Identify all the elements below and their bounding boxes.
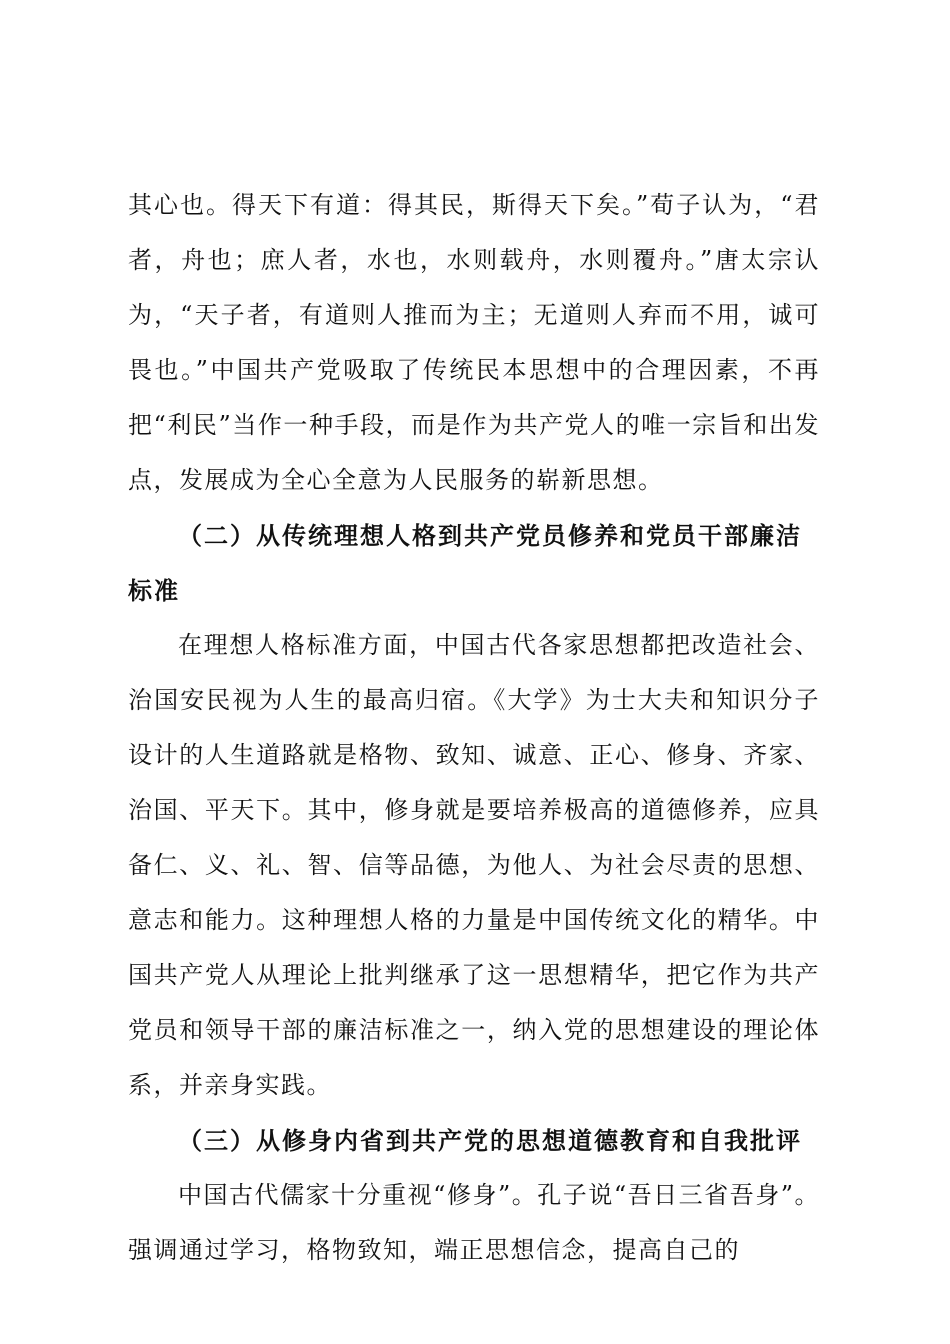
document-body — [128, 178, 820, 1278]
section-heading-3: （三）从修身内省到共产党的思想道德教育和自我批评 — [178, 1126, 802, 1155]
section-heading-2: （二）从传统理想人格到共产党员修养和党员干部廉洁标准 — [128, 521, 802, 605]
paragraph-ideal-personality: 在理想人格标准方面，中国古代各家思想都把改造社会、治国安民视为人生的最高归宿。《大学》为士大夫和知识分子设计的人生道路就是格物、致知、诚意、正心、修身、齐家、治国、平天下。其中，修身就是要培养极高的道德修养，应具备仁、义、礼、智、信等品德，为他人、为社会尽责的思想、意志和能力。这种理想人格的力量是中国传统文化的精华。中国共产党人从理论上批判继承了这一思想精华，把它作为共产党员和领导干部的廉洁标准之一，纳入党的思想建设的理论体系，并亲身实践。 — [128, 631, 820, 1099]
paragraph-self-cultivation: 中国古代儒家十分重视“修身”。孔子说“吾日三省吾身”。强调通过学习，格物致知，端正思想信念，提高自己的 — [128, 1181, 820, 1264]
paragraph-continuation: 其心也。得天下有道：得其民，斯得天下矣。”荀子认为，“君者，舟也；庶人者，水也，水则载舟，水则覆舟。”唐太宗认为，“天子者，有道则人推而为主；无道则人弃而不用，诚可畏也。”中国共产党吸取了传统民本思想中的合理因素，不再把“利民”当作一种手段，而是作为共产党人的唯一宗旨和出发点，发展成为全心全意为人民服务的崭新思想。 — [128, 191, 820, 494]
